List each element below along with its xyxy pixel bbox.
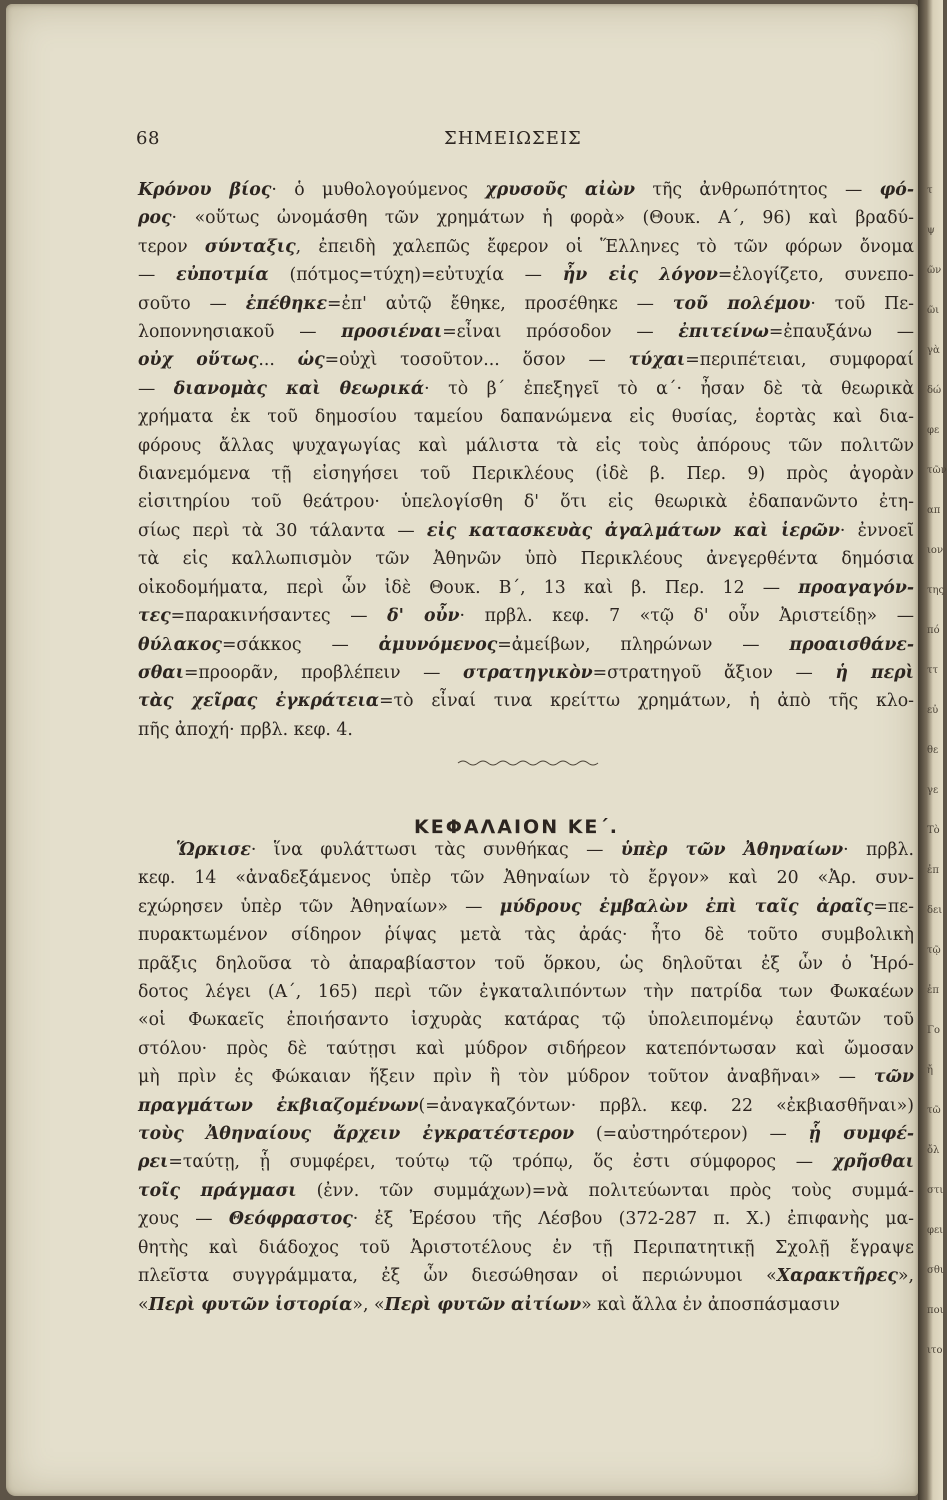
lemma-term: τύχαι: [628, 350, 686, 371]
text-run: =ἐπ' αὐτῷ ἔθηκε, προσέθηκε —: [326, 293, 673, 314]
text-line: [138, 921, 914, 949]
text-run: οἰκοδομήματα, περὶ ὧν ἰδὲ Θουκ. Β΄, 13 καὶ β. Περ. 12 —: [138, 577, 799, 598]
text-run: =πε-: [873, 896, 914, 917]
lemma-term: ἦν εἰς λόγον: [562, 265, 718, 286]
text-run: κεφ. 14 «ἀναδεξάμενος ὑπὲρ τῶν Ἀθηναίων τὸ ἔργον» καὶ 20 «Ἀρ. συν-: [138, 868, 914, 889]
text-line: [138, 290, 914, 318]
edge-letter: ποι: [927, 1305, 944, 1316]
text-run: =ταύτῃ, ᾗ συμφέρει, τούτῳ τῷ τρόπῳ, ὅς ἐστι σύμφορος —: [168, 1152, 833, 1173]
text-run: (ἐνν. τῶν συμμάχων)=νὰ πολιτεύωνται πρὸς τοὺς συμμά-: [296, 1180, 914, 1201]
text-run: », «: [352, 1294, 385, 1315]
text-run: · ὁ μυθολογούμενος: [271, 180, 486, 200]
text-run: ...: [258, 350, 298, 371]
edge-letter: σθι: [927, 1265, 944, 1276]
chapter-heading: ΚΕΦΑΛΑΙΟΝ ΚΕ΄.: [414, 816, 620, 838]
edge-letter: πό: [927, 625, 940, 636]
text-run: «οἱ Φωκαεῖς ἐποιήσαντο ἰσχυρὰς κατάρας τῷ ὑπολειπομένῳ ἑαυτῶν τοῦ: [138, 1010, 914, 1031]
lemma-term: θύλακος: [138, 634, 222, 655]
text-run: » καὶ ἄλλα ἐν ἀποσπάσμασιν: [581, 1294, 840, 1315]
text-line: [138, 460, 914, 488]
text-run: τῆς ἀνθρωπότητος —: [635, 180, 880, 200]
text-run: =σάκκος —: [221, 634, 379, 655]
text-run: =παρακινήσαντες —: [170, 606, 388, 627]
text-line: [138, 346, 914, 374]
edge-letter: απ: [927, 505, 941, 516]
text-run: =ἀμείβων, πληρώνων —: [497, 634, 790, 655]
text-line: [138, 1262, 914, 1290]
text-run: φόρους ἄλλας ψυχαγωγίας καὶ μάλιστα τὰ εἰς τοὺς ἀπόρους τῶν πολιτῶν: [138, 435, 914, 456]
edge-letter: ιον: [927, 545, 944, 556]
lemma-term: ὡς: [297, 350, 325, 371]
lemma-term: φό-: [879, 180, 915, 200]
text-line: [138, 318, 914, 346]
text-run: (πότμος=τύχη)=εὐτυχία —: [268, 265, 563, 286]
text-run: (=αὐστηρότερον) —: [574, 1124, 809, 1145]
edge-letter: τῶ: [927, 1105, 941, 1116]
edge-letter: τῶν: [927, 465, 947, 476]
lemma-term: ἀμυνόμενος: [378, 634, 498, 655]
text-line: [138, 659, 914, 687]
divider-ornament: [458, 758, 598, 768]
edge-letter: ἐπ: [927, 865, 939, 876]
text-run: πῆς ἀποχή· πρβλ. κεφ. 4.: [138, 719, 353, 740]
text-run: τερον: [138, 236, 205, 257]
edge-letter: τ: [927, 185, 933, 196]
page-header: [6, 128, 918, 148]
text-run: · τὸ β΄ ἐπεξηγεῖ τὸ α΄· ἦσαν δὲ τὰ θεωρικὰ: [424, 378, 914, 399]
lemma-term: εὐποτμία: [176, 265, 269, 286]
text-line: [138, 978, 914, 1006]
edge-letter: ῶν: [927, 265, 942, 276]
text-line: [138, 687, 914, 715]
text-run: =ἐλογίζετο, συνεπο-: [717, 265, 914, 286]
text-run: · ἐννοεῖ: [839, 520, 914, 541]
text-run: · ἐξ Ἐρέσου τῆς Λέσβου (372-287 π. Χ.) ἐπιφανὴς μα-: [352, 1209, 914, 1230]
text-run: · ἵνα φυλάττωσι τὰς συνθήκας —: [250, 840, 621, 860]
text-line: [138, 517, 914, 545]
text-line: [138, 1063, 914, 1091]
text-run: θητὴς καὶ διάδοχος τοῦ Ἀριστοτέλους ἐν τῇ Περιπατητικῇ Σχολῇ ἔγραψε: [138, 1237, 914, 1258]
lemma-term: τοῦ πολέμου: [672, 293, 811, 314]
text-line: [138, 233, 914, 261]
text-run: · πρβλ. κεφ. 7 «τῷ δ' οὖν Ἀριστείδῃ» —: [459, 606, 914, 627]
text-run: σίως περὶ τὰ 30 τάλαντα —: [138, 520, 427, 541]
edge-letter: τῷ: [927, 945, 941, 956]
text-line: [138, 403, 914, 431]
edge-letter: Τὸ: [927, 825, 940, 836]
text-run: · τοῦ Πε-: [810, 293, 914, 314]
text-line: [138, 716, 914, 744]
lemma-term: ρος: [138, 208, 172, 229]
text-line: [138, 1120, 914, 1148]
text-run: πυρακτωμένον σίδηρον ῥίψας μετὰ τὰς ἀράς· ἦτο δὲ τοῦτο συμβολικὴ: [138, 925, 914, 946]
text-line: [138, 204, 914, 232]
text-run: πλεῖστα συγγράμματα, ἐξ ὧν διεσώθησαν οἱ περιώνυμοι «: [138, 1266, 777, 1287]
text-line: [138, 836, 914, 864]
lemma-term: τες: [138, 606, 171, 627]
text-line: [138, 488, 914, 516]
text-run: »,: [897, 1266, 914, 1287]
text-line: [138, 893, 914, 921]
edge-letter: ἤ: [927, 1065, 933, 1076]
lemma-term: τὰς χεῖρας ἐγκράτεια: [138, 691, 380, 712]
text-run: (=ἀναγκαζόντων· πρβλ. κεφ. 22 «ἐκβιασθῆναι»): [418, 1095, 914, 1116]
running-title: ΣΗΜΕΙΩΣΕΙΣ: [444, 128, 582, 149]
text-line: [138, 950, 914, 978]
text-line: [138, 375, 914, 403]
text-line: [138, 574, 914, 602]
lemma-term: ἐπιτείνω: [678, 322, 769, 343]
text-run: χρήματα ἐκ τοῦ δημοσίου ταμείου δαπανώμενα εἰς θυσίας, ἑορτὰς καὶ δια-: [138, 407, 914, 428]
lemma-term: Περὶ φυτῶν αἰτίων: [384, 1294, 582, 1315]
edge-letter: εὐ: [927, 705, 939, 716]
lemma-term: Ὥρκισε: [176, 840, 251, 860]
lemma-term: σθαι: [138, 662, 184, 683]
text-line: [138, 864, 914, 892]
text-run: δοτος λέγει (Α΄, 165) περὶ τῶν ἐγκαταλιπόντων τὴν πατρίδα των Φωκαέων: [138, 982, 914, 1003]
lemma-term: Περὶ φυτῶν ἱστορία: [148, 1294, 353, 1315]
lemma-term: ἐπέθηκε: [245, 293, 327, 314]
text-line: [138, 1006, 914, 1034]
lemma-term: προαισθάνε-: [789, 634, 914, 655]
text-run: πρᾶξις δηλοῦσα τὸ ἀπαραβίαστον τοῦ ὅρκου, ὡς δηλοῦται ἐξ ὧν ὁ Ἡρό-: [138, 953, 914, 974]
edge-letter: γὰ: [927, 345, 940, 356]
edge-letter: Γο: [927, 1025, 940, 1036]
text-line: [138, 1205, 914, 1233]
text-line: [138, 1148, 914, 1176]
lemma-term: πραγμάτων ἐκβιαζομένων: [138, 1095, 419, 1116]
text-line: [138, 602, 914, 630]
text-run: εχώρησεν ὑπὲρ τῶν Ἀθηναίων» —: [138, 896, 500, 917]
lemma-term: ρει: [138, 1152, 169, 1173]
lemma-term: χρῆσθαι: [832, 1152, 914, 1173]
text-run: · πρβλ.: [843, 840, 914, 860]
lemma-term: Χαρακτῆρες: [776, 1266, 898, 1287]
lemma-term: τοὺς Ἀθηναίους ἄρχειν ἐγκρατέστερον: [138, 1124, 575, 1145]
text-run: , ἐπειδὴ χαλεπῶς ἔφερον οἱ Ἕλληνες τὸ τῶν φόρων ὄνομα: [295, 236, 914, 257]
lemma-term: εἰς κατασκευὰς ἀγαλμάτων καὶ ἱερῶν: [426, 520, 840, 541]
lemma-term: δ' οὖν: [387, 606, 460, 627]
lemma-term: τοῖς πράγμασι: [138, 1180, 297, 1201]
text-run: στόλου· πρὸς δὲ ταύτῃσι καὶ μύδρον σιδήρεον κατεπόντωσαν καὶ ὤμοσαν: [138, 1038, 914, 1059]
edge-letter: γε: [927, 785, 939, 796]
lemma-term: προσιέναι: [341, 322, 443, 343]
book-page: [6, 4, 918, 1496]
text-run: =τὸ εἶναί τινα κρείττω χρημάτων, ἡ ἀπὸ τῆς κλο-: [379, 691, 914, 712]
notes-paragraph-1: [138, 176, 914, 744]
text-line: [138, 1035, 914, 1063]
lemma-term: Κρόνου βίος: [138, 180, 272, 200]
lemma-term: προαγαγόν-: [798, 577, 914, 598]
lemma-term: τῶν: [873, 1067, 914, 1088]
edge-letter: δει: [927, 905, 943, 916]
text-run: —: [138, 378, 174, 399]
text-line: [138, 631, 914, 659]
lemma-term: στρατηγικὸν: [463, 662, 593, 683]
lemma-term: οὐχ οὕτως: [138, 350, 259, 371]
edge-letter: θε: [927, 745, 939, 756]
notes-paragraph-2: [138, 836, 914, 1319]
lemma-term: σύνταξις: [204, 236, 296, 257]
text-run: · «οὕτως ὠνομάσθη τῶν χρημάτων ἡ φορὰ» (Θουκ. Α΄, 96) καὶ βραδύ-: [171, 208, 914, 229]
text-line: [138, 176, 914, 204]
edge-letter: ἐπ: [927, 985, 939, 996]
text-line: [138, 545, 914, 573]
edge-letter: ψ: [927, 225, 935, 236]
edge-letter: ὄλ: [927, 1145, 940, 1156]
text-run: εἰσιτηρίου τοῦ θεάτρου· ὑπελογίσθη δ' ὅτι εἰς θεωρικὰ ἐδαπανῶντο ἐτη-: [138, 492, 914, 513]
text-line: [138, 1234, 914, 1262]
text-line: [138, 1092, 914, 1120]
text-run: τὰ εἰς καλλωπισμὸν τῶν Ἀθηνῶν ὑπὸ Περικλέους ἀνεγερθέντα δημόσια: [138, 549, 914, 570]
lemma-term: ᾗ συμφέ-: [808, 1124, 914, 1145]
text-run: λοποννησιακοῦ —: [138, 322, 342, 343]
edge-letter: φει: [927, 1225, 944, 1236]
text-run: =οὐχὶ τοσοῦτον... ὅσον —: [324, 350, 629, 371]
lemma-term: διανομὰς καὶ θεωρικά: [173, 378, 425, 399]
text-run: —: [138, 265, 177, 286]
lemma-term: μύδρους ἐμβαλὼν ἐπὶ ταῖς ἀραῖς: [499, 896, 874, 917]
text-run: =προορᾶν, προβλέπειν —: [183, 662, 464, 683]
lemma-term: ἡ περὶ: [835, 662, 915, 683]
edge-letter: ῶι: [927, 305, 940, 316]
edge-letter: δώ: [927, 385, 942, 396]
text-run: =στρατηγοῦ ἄξιον —: [592, 662, 836, 683]
lemma-term: ὑπὲρ τῶν Ἀθηναίων: [620, 840, 844, 860]
lemma-term: χρυσοῦς αἰὼν: [485, 180, 636, 200]
edge-letter: στι: [927, 1185, 944, 1196]
edge-letter: ττ: [927, 665, 939, 676]
text-line: [138, 1291, 914, 1319]
text-run: σοῦτο —: [138, 293, 246, 314]
text-line: [138, 432, 914, 460]
text-run: =περιπέτειαι, συμφοραί: [685, 350, 914, 371]
text-run: μὴ πρὶν ἐς Φώκαιαν ἥξειν πρὶν ἢ τὸν μύδρον τοῦτον ἀναβῆναι» —: [138, 1067, 874, 1088]
lemma-term: Θεόφραστος: [228, 1209, 353, 1230]
edge-letter: φε: [927, 425, 940, 436]
text-line: [138, 1177, 914, 1205]
edge-letter: της: [927, 585, 945, 596]
edge-letter: ιτο: [927, 1345, 943, 1356]
text-run: χους —: [138, 1209, 229, 1230]
page-number: 68: [136, 128, 160, 149]
text-run: «: [138, 1294, 149, 1315]
text-run: =ἐπαυξάνω —: [768, 322, 914, 343]
text-run: =εἶναι πρόσοδον —: [442, 322, 679, 343]
text-run: διανεμόμενα τῇ εἰσηγήσει τοῦ Περικλέους (ἰδὲ β. Περ. 9) πρὸς ἀγορὰν: [138, 464, 914, 485]
text-line: [138, 261, 914, 289]
